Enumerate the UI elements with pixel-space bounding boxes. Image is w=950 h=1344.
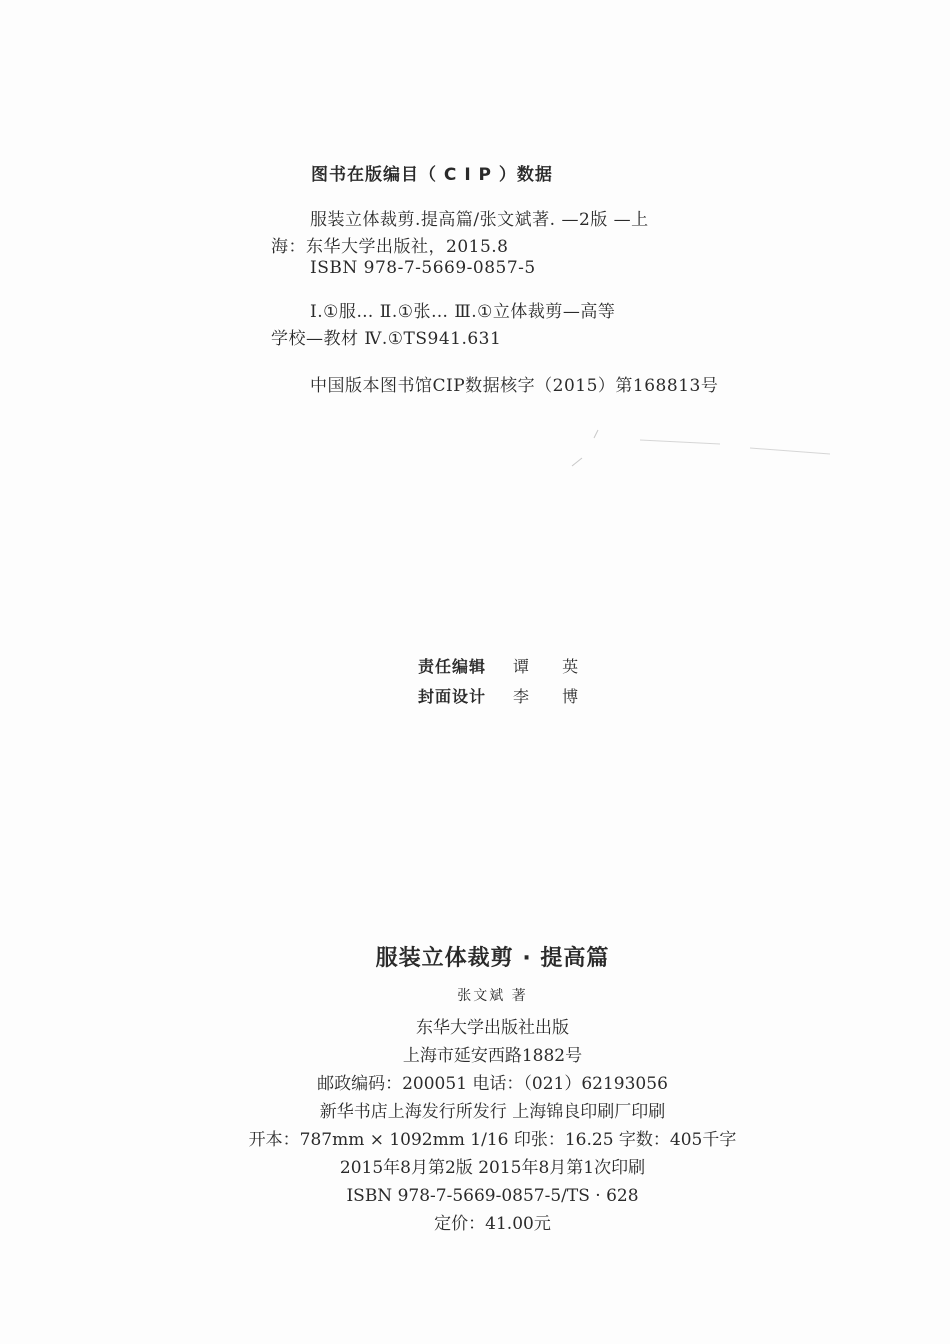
- cip-citation-line-2: 海：东华大学出版社，2015.8: [271, 237, 509, 257]
- editor-row: [418, 650, 592, 680]
- cip-heading: 图书在版编目（ C I P ）数据: [311, 165, 553, 185]
- cip-subject-line-2: 学校—教材 Ⅳ.①TS941.631: [271, 329, 502, 349]
- cip-subject-line-1: Ⅰ.①服… Ⅱ.①张… Ⅲ.①立体裁剪—高等: [310, 302, 616, 322]
- distribution-printing-line: 新华书店上海发行所发行 上海锦良印刷厂印刷: [319, 1102, 666, 1122]
- designer-name: 李 博: [513, 686, 593, 706]
- format-line: 开本：787mm × 1092mm 1/16 印张：16.25 字数：405千字: [248, 1130, 737, 1150]
- cip-citation-line-1: 服装立体裁剪.提高篇/张文斌著. —2版 —上: [310, 210, 649, 230]
- publisher-line: 东华大学出版社出版: [416, 1018, 569, 1038]
- edition-line: 2015年8月第2版 2015年8月第1次印刷: [339, 1158, 646, 1178]
- designer-row: [418, 680, 592, 710]
- colophon-block: [0, 940, 950, 1238]
- address-line: 上海市延安西路1882号: [402, 1046, 583, 1066]
- book-title: 服装立体裁剪 · 提高篇: [375, 946, 610, 971]
- cip-isbn: ISBN 978-7-5669-0857-5: [310, 258, 536, 278]
- editor-label: 责任编辑: [418, 656, 487, 676]
- editor-name: 谭 英: [513, 656, 593, 676]
- postcode-phone-line: 邮政编码：200051 电话：（021）62193056: [317, 1074, 668, 1094]
- credits-block: [418, 650, 592, 710]
- designer-label: 封面设计: [418, 686, 487, 706]
- cip-record-number: 中国版本图书馆CIP数据核字（2015）第168813号: [310, 376, 719, 396]
- isbn-line: ISBN 978-7-5669-0857-5/TS · 628: [346, 1186, 639, 1206]
- book-author: 张文斌 著: [457, 988, 528, 1004]
- price-line: 定价：41.00元: [434, 1214, 551, 1234]
- paper-scratch-mark: [560, 420, 860, 470]
